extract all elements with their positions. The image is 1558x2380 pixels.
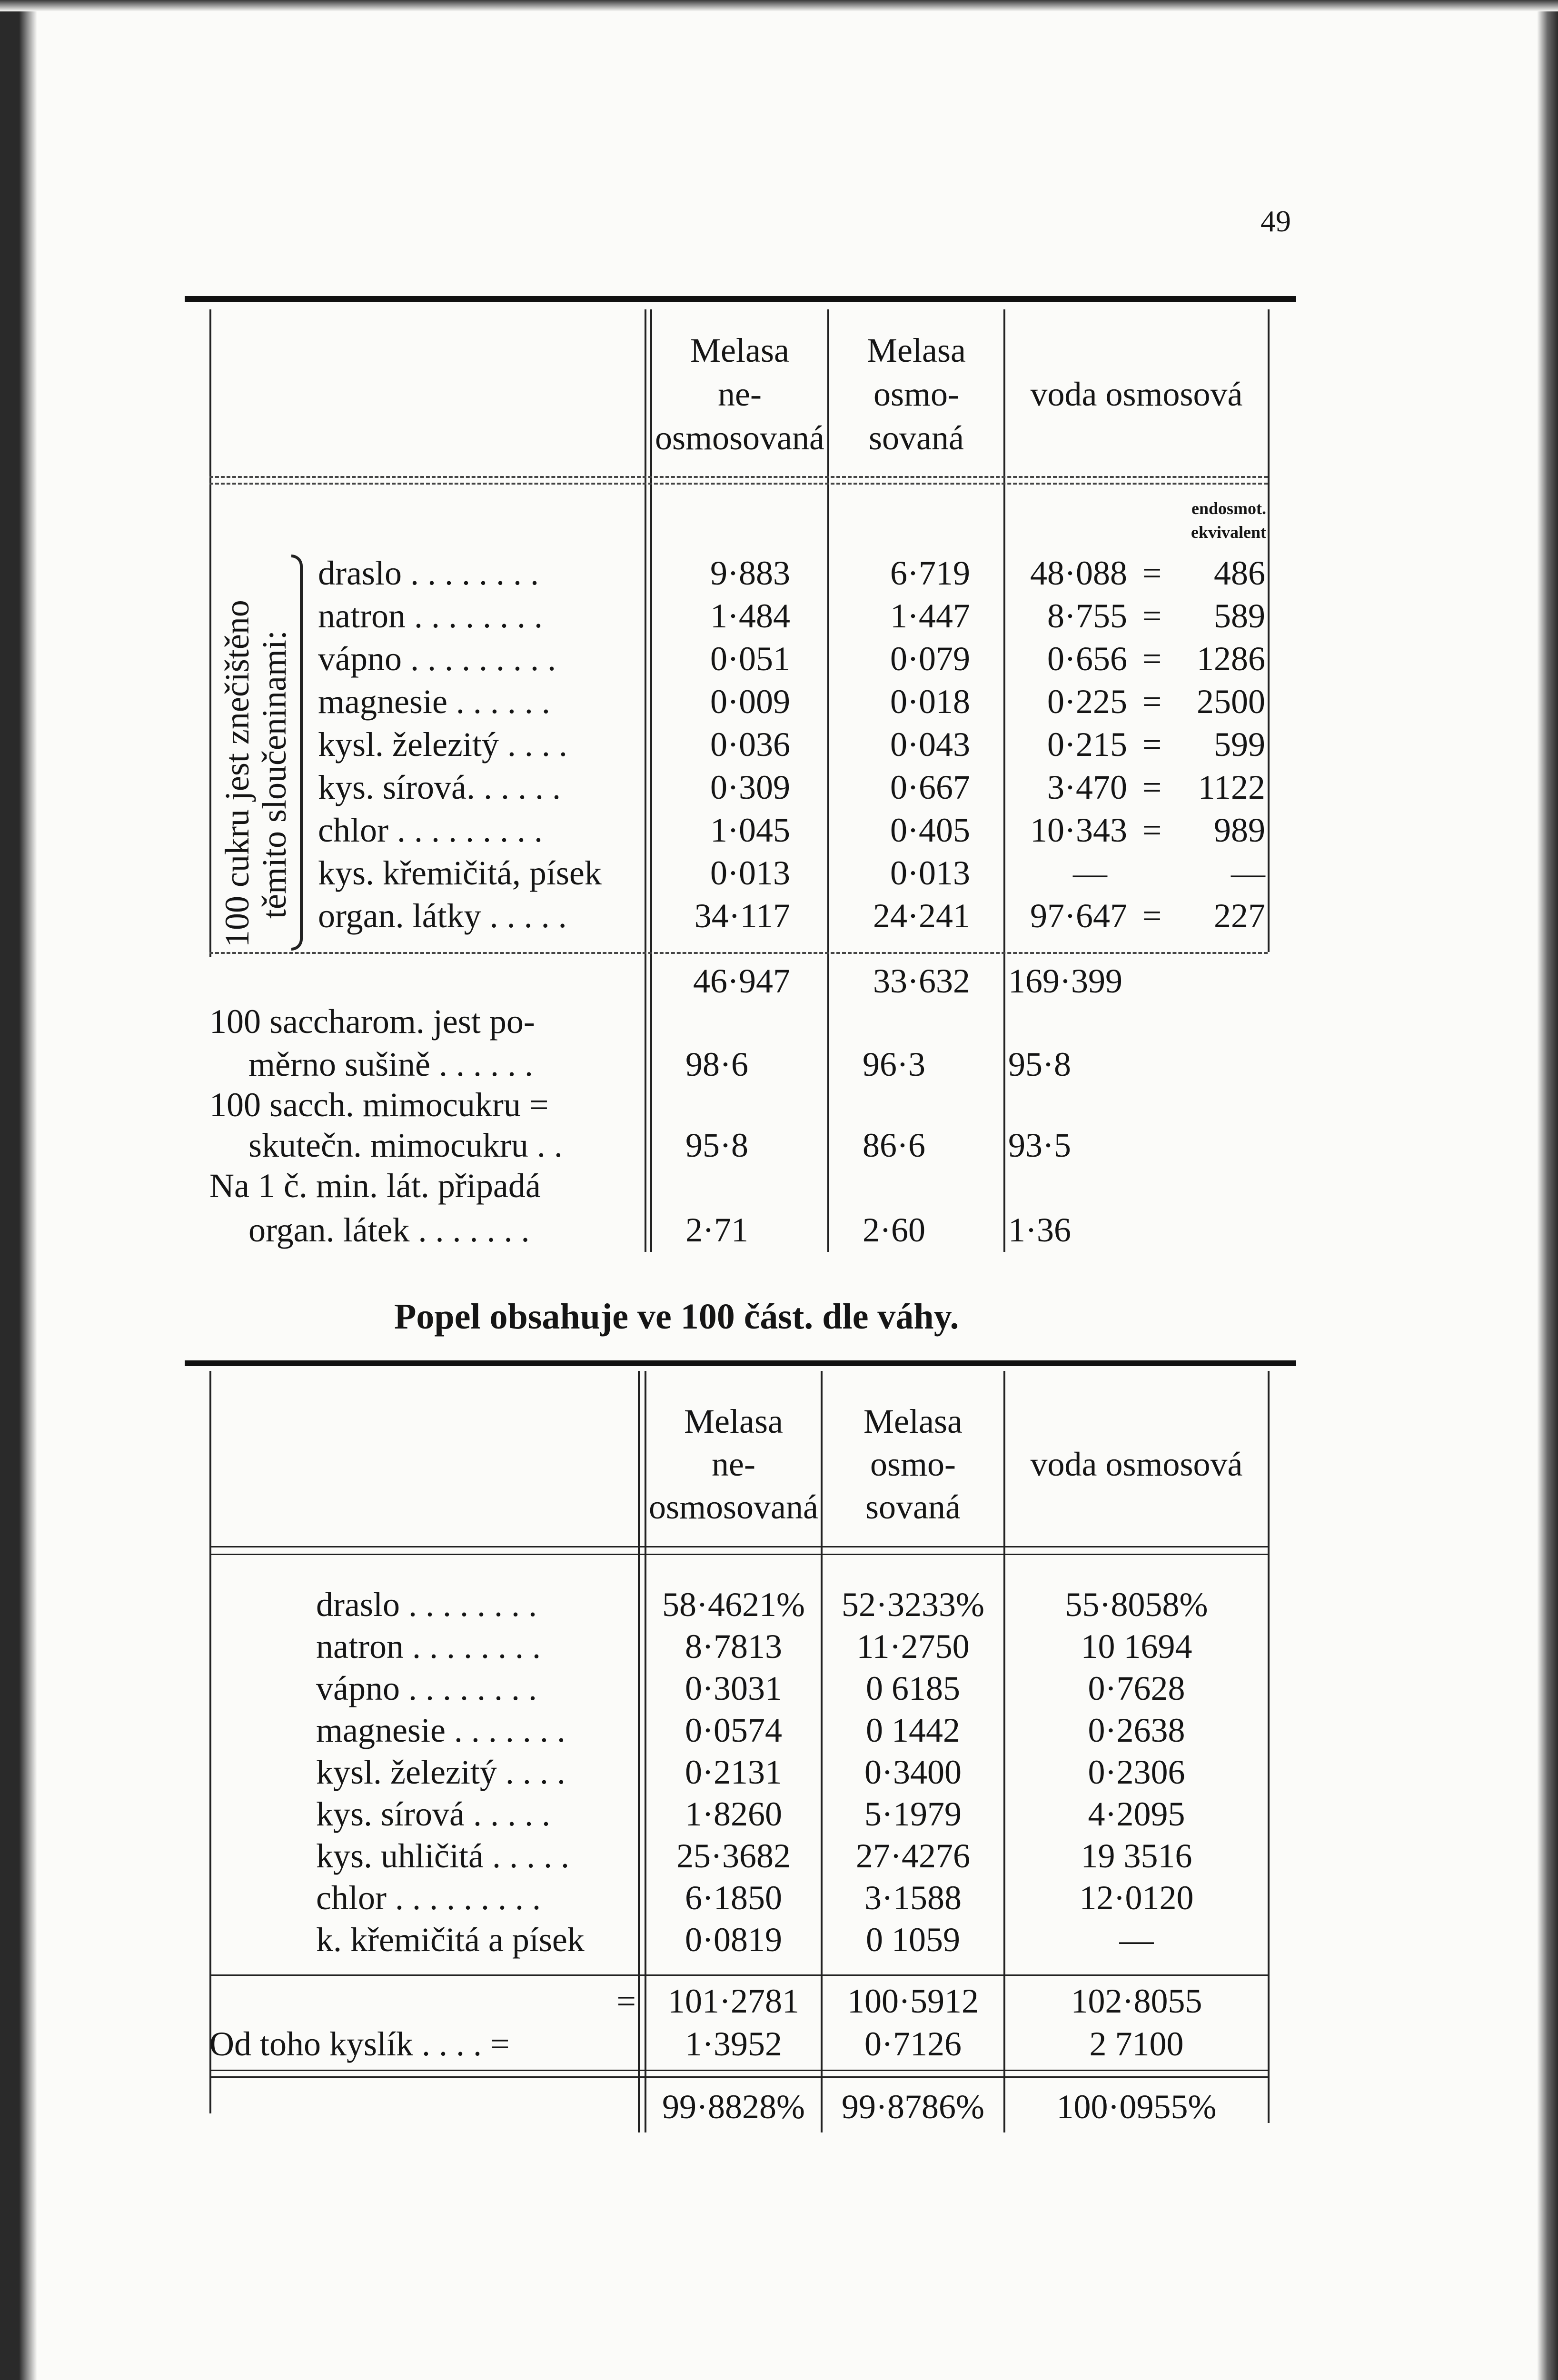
oxygen-c2: 0·7126: [864, 2025, 962, 2063]
extra-label-1: 100 sacch. mimocukru =: [209, 1086, 549, 1124]
total-c2: 33·632: [873, 962, 970, 1000]
cell-c2: 1·447: [890, 597, 970, 635]
t2-h1-line1: Melasa: [684, 1402, 783, 1440]
cell-c4: 486: [1214, 554, 1265, 592]
row-label: kys. sírová . . . . .: [316, 1795, 550, 1833]
cell-eq: =: [1142, 683, 1162, 721]
cell-c3: 12·0120: [1079, 1879, 1194, 1917]
oxygen-c1: 1·3952: [685, 2025, 782, 2063]
extra-label-2: skutečn. mimocukru . .: [248, 1126, 563, 1164]
table2-vline-left: [209, 1371, 211, 2113]
cell-eq: =: [1142, 897, 1162, 935]
row-label: magnesie . . . . . . .: [316, 1711, 566, 1749]
cell-c2: 11·2750: [856, 1627, 970, 1666]
cell-c3: —: [1073, 854, 1107, 892]
cell-c1: 1·045: [710, 811, 790, 849]
t2-header-rule-2: [209, 1554, 1268, 1555]
cell-c3: 8·755: [1047, 597, 1127, 635]
sum-label: =: [616, 1982, 636, 2020]
cell-c2: 6·719: [890, 554, 970, 592]
t1-h1-line1: Melasa: [690, 331, 789, 369]
scan-edge-top: [0, 0, 1558, 11]
t2-h2-line2: osmo-: [870, 1445, 956, 1483]
cell-c1: 1·484: [710, 597, 790, 635]
table2-vline-right: [1268, 1371, 1270, 2123]
cell-c3: 10 1694: [1081, 1627, 1192, 1666]
cell-c4: 1286: [1197, 640, 1265, 678]
extra-c1: 95·8: [685, 1126, 748, 1164]
extra-c2: 86·6: [863, 1126, 925, 1164]
table2-vline-a: [638, 1371, 640, 2132]
cell-c3: 0·656: [1047, 640, 1127, 678]
cell-c3: 3·470: [1047, 768, 1127, 806]
cell-c2: 0 1059: [866, 1921, 960, 1959]
cell-c1: 0·2131: [685, 1753, 782, 1791]
extra-label-1: 100 saccharom. jest po-: [209, 1002, 535, 1041]
cell-c1: 9·883: [710, 554, 790, 592]
t1-header-rule-1: [209, 476, 1268, 478]
cell-c3: 10·343: [1030, 811, 1127, 849]
cell-c2: 52·3233%: [842, 1586, 984, 1624]
row-label: organ. látky . . . . .: [318, 897, 567, 935]
t2-header-rule-1: [209, 1546, 1268, 1547]
row-label: chlor . . . . . . . . .: [318, 811, 543, 849]
cell-c3: 0·2638: [1088, 1711, 1185, 1749]
t1-brace: [291, 555, 303, 951]
row-label: kysl. železitý . . . .: [318, 725, 567, 764]
t1-h2-line2: osmo-: [873, 375, 959, 413]
row-label: draslo . . . . . . . .: [318, 554, 539, 592]
t1-h1-line3: osmosovaná: [655, 419, 824, 457]
t1-h3: voda osmosová: [1030, 375, 1243, 413]
row-label: natron . . . . . . . .: [316, 1627, 541, 1666]
extra-label-2: měrno sušině . . . . . .: [248, 1045, 533, 1083]
cell-c2: 0·013: [890, 854, 970, 892]
cell-c1: 25·3682: [676, 1837, 791, 1875]
t2-final-rule-2: [209, 2076, 1268, 2078]
extra-c1: 2·71: [685, 1211, 748, 1249]
extra-c3: 1·36: [1008, 1211, 1071, 1249]
t1-h2-line1: Melasa: [867, 331, 966, 369]
t1-side-label-1: 100 cukru jest znečištěno: [218, 600, 256, 947]
cell-eq: =: [1142, 554, 1162, 592]
extra-c3: 93·5: [1008, 1126, 1071, 1164]
cell-c4: 589: [1214, 597, 1265, 635]
table1-vline-right: [1268, 309, 1270, 952]
cell-c4: —: [1231, 854, 1265, 892]
t2-h2-line1: Melasa: [863, 1402, 963, 1440]
cell-eq: =: [1142, 811, 1162, 849]
cell-c1: 0·0574: [685, 1711, 782, 1749]
t1-h1-line2: ne-: [718, 375, 762, 413]
t1-header-rule-2: [209, 483, 1268, 485]
cell-c1: 0·051: [710, 640, 790, 678]
total-c1: 46·947: [693, 962, 790, 1000]
cell-c1: 58·4621%: [662, 1586, 805, 1624]
t2-body-rule: [209, 1974, 1268, 1976]
final-c1: 99·8828%: [662, 2088, 805, 2126]
row-label: kys. sírová. . . . . .: [318, 768, 561, 806]
cell-c4: 1122: [1198, 768, 1265, 806]
cell-c2: 0·3400: [864, 1753, 962, 1791]
cell-c3: 0·215: [1047, 725, 1127, 764]
table2-top-rule: [185, 1360, 1296, 1366]
cell-eq: =: [1142, 768, 1162, 806]
scan-edge-left: [0, 0, 37, 2380]
extra-c2: 2·60: [863, 1211, 925, 1249]
table2-vline-c: [821, 1371, 823, 2132]
cell-c2: 0·079: [890, 640, 970, 678]
cell-c2: 0·043: [890, 725, 970, 764]
oxygen-label: Od toho kyslík . . . . =: [209, 2025, 510, 2063]
extra-label-1: Na 1 č. min. lát. připadá: [209, 1167, 541, 1205]
cell-c3: —: [1119, 1921, 1154, 1959]
cell-c1: 1·8260: [685, 1795, 782, 1833]
table2-vline-b: [645, 1371, 646, 2132]
extra-c2: 96·3: [863, 1045, 925, 1083]
cell-c1: 0·3031: [685, 1669, 782, 1707]
t2-final-rule-1: [209, 2070, 1268, 2071]
row-label: chlor . . . . . . . . .: [316, 1879, 541, 1917]
row-label: magnesie . . . . . .: [318, 683, 550, 721]
t2-h1-line3: osmosovaná: [649, 1488, 818, 1526]
cell-c2: 0 1442: [866, 1711, 960, 1749]
extra-c3: 95·8: [1008, 1045, 1071, 1083]
extra-c1: 98·6: [685, 1045, 748, 1083]
row-label: kysl. železitý . . . .: [316, 1753, 566, 1791]
section-title: Popel obsahuje ve 100 část. dle váhy.: [394, 1297, 959, 1337]
final-c2: 99·8786%: [842, 2088, 984, 2126]
cell-c2: 27·4276: [856, 1837, 970, 1875]
cell-c1: 8·7813: [685, 1627, 782, 1666]
cell-c3: 48·088: [1030, 554, 1127, 592]
scan-edge-right: [1537, 0, 1558, 2380]
cell-c3: 97·647: [1030, 897, 1127, 935]
table1-top-rule: [185, 296, 1296, 302]
row-label: natron . . . . . . . .: [318, 597, 543, 635]
cell-c4: 2500: [1197, 683, 1265, 721]
cell-c1: 6·1850: [685, 1879, 782, 1917]
table2-vline-d: [1003, 1371, 1005, 2132]
cell-c3: 19 3516: [1081, 1837, 1192, 1875]
final-c3: 100·0955%: [1056, 2088, 1217, 2126]
extra-label-2: organ. látek . . . . . . .: [248, 1211, 530, 1249]
row-label: draslo . . . . . . . .: [316, 1586, 537, 1624]
row-label: k. křemičitá a písek: [316, 1921, 585, 1959]
t1-body-rule: [209, 952, 1268, 954]
table1-vline-a: [645, 309, 646, 1252]
row-label: kys. křemičitá, písek: [318, 854, 602, 892]
table1-vline-left: [209, 309, 211, 957]
cell-c3: 4·2095: [1088, 1795, 1185, 1833]
t1-side-label-2: těmito sloučeninami:: [255, 630, 293, 919]
cell-c1: 0·013: [710, 854, 790, 892]
page-number: 49: [1260, 204, 1291, 238]
cell-c4: 599: [1214, 725, 1265, 764]
cell-c1: 0·009: [710, 683, 790, 721]
total-c3: 169·399: [1008, 962, 1122, 1000]
t2-h3: voda osmosová: [1030, 1445, 1243, 1483]
cell-c3: 0·2306: [1088, 1753, 1185, 1791]
cell-c2: 0·405: [890, 811, 970, 849]
cell-c2: 5·1979: [864, 1795, 962, 1833]
cell-c1: 0·309: [710, 768, 790, 806]
t1-h2-line3: sovaná: [869, 419, 964, 457]
cell-c2: 24·241: [873, 897, 970, 935]
cell-eq: =: [1142, 725, 1162, 764]
row-label: kys. uhličitá . . . . .: [316, 1837, 569, 1875]
cell-c4: 227: [1214, 897, 1265, 935]
cell-c2: 0·018: [890, 683, 970, 721]
cell-c4: 989: [1214, 811, 1265, 849]
cell-c3: 0·225: [1047, 683, 1127, 721]
t1-equiv-line2: ekvivalent: [1191, 523, 1266, 542]
cell-c3: 55·8058%: [1065, 1586, 1208, 1624]
cell-c2: 0 6185: [866, 1669, 960, 1707]
cell-c2: 3·1588: [864, 1879, 962, 1917]
row-label: vápno . . . . . . . . .: [318, 640, 556, 678]
sum-c1: 101·2781: [668, 1982, 799, 2020]
sum-c2: 100·5912: [847, 1982, 979, 2020]
t2-h1-line2: ne-: [712, 1445, 755, 1483]
t1-equiv-line1: endosmot.: [1191, 499, 1266, 518]
oxygen-c3: 2 7100: [1089, 2025, 1184, 2063]
row-label: vápno . . . . . . . .: [316, 1669, 537, 1707]
cell-c3: 0·7628: [1088, 1669, 1185, 1707]
t2-h2-line3: sovaná: [865, 1488, 961, 1526]
cell-c1: 0·036: [710, 725, 790, 764]
sum-c3: 102·8055: [1071, 1982, 1202, 2020]
cell-c1: 0·0819: [685, 1921, 782, 1959]
cell-eq: =: [1142, 597, 1162, 635]
cell-c1: 34·117: [694, 897, 790, 935]
cell-eq: =: [1142, 640, 1162, 678]
cell-c2: 0·667: [890, 768, 970, 806]
